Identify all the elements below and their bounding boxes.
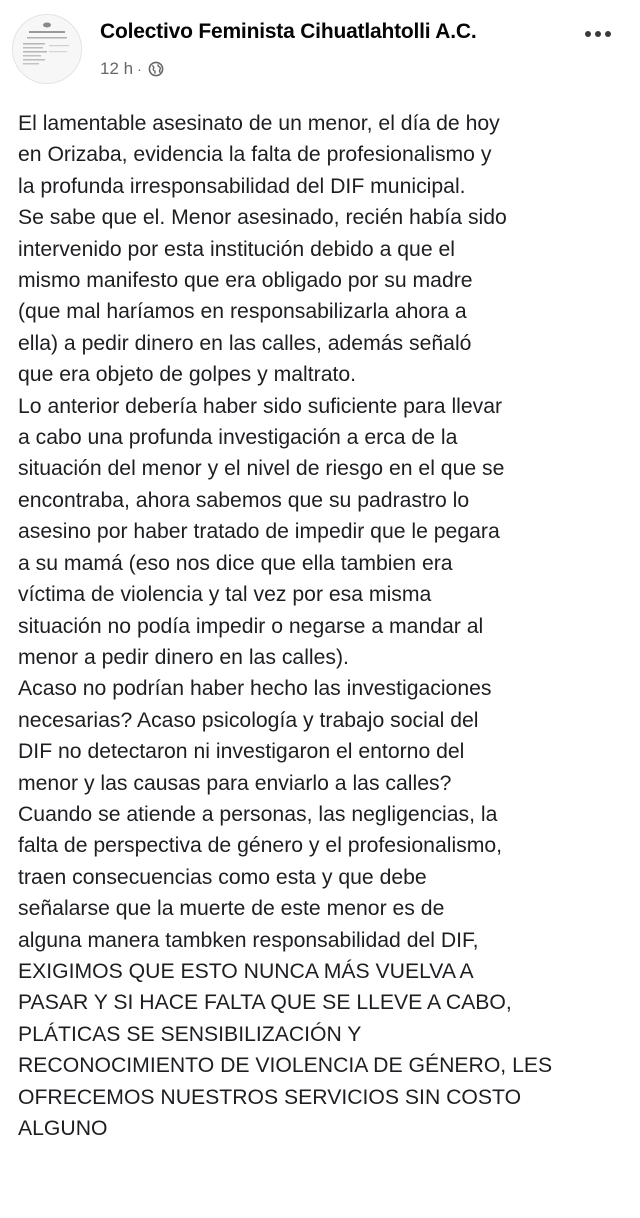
globe-icon[interactable] bbox=[148, 61, 164, 77]
post-line: la profunda irresponsabilidad del DIF municipal. bbox=[18, 174, 466, 198]
post-line: PASAR Y SI HACE FALTA QUE SE LLEVE A CABO, bbox=[18, 991, 512, 1015]
post-line: intervenido por esta institución debido a que el bbox=[18, 237, 455, 261]
post-line: OFRECEMOS NUESTROS SERVICIOS SIN COSTO bbox=[18, 1085, 522, 1109]
post-header bbox=[0, 0, 640, 96]
post-line: a cabo una profunda investigación a erca de la bbox=[18, 426, 458, 450]
post-line: encontraba, ahora sabemos que su padrastro lo bbox=[18, 488, 470, 512]
post-line: que era objeto de golpes y maltrato. bbox=[18, 363, 357, 387]
post-line: El lamentable asesinato de un menor, el día de hoy bbox=[18, 112, 500, 135]
post-line: Lo anterior debería haber sido suficiente para llevar bbox=[18, 394, 503, 418]
post-line: ella) a pedir dinero en las calles, además señaló bbox=[18, 331, 472, 355]
post-line: menor y las causas para enviarlo a las calles? bbox=[18, 771, 452, 795]
post-line: DIF no detectaron ni investigaron el entorno del bbox=[18, 740, 465, 764]
post-line: PLÁTICAS SE SENSIBILIZACIÓN Y bbox=[18, 1022, 362, 1046]
post-line: RECONOCIMIENTO DE VIOLENCIA DE GÉNERO, LES bbox=[18, 1054, 553, 1078]
post-line: EXIGIMOS QUE ESTO NUNCA MÁS VUELVA A bbox=[18, 959, 474, 983]
document-logo-icon bbox=[13, 15, 81, 83]
post-line: Se sabe que el. Menor asesinado, recién había sido bbox=[18, 206, 507, 230]
post-line: víctima de violencia y tal vez por esa misma bbox=[18, 583, 432, 607]
post-line: traen consecuencias como esta y que debe bbox=[18, 865, 427, 889]
post-line: en Orizaba, evidencia la falta de profesionalismo y bbox=[18, 143, 492, 167]
post-line: Acaso no podrían haber hecho las investigaciones bbox=[18, 677, 492, 701]
meta-separator: · bbox=[137, 61, 142, 77]
page-name-link[interactable]: Colectivo Feminista Cihuatlahtolli A.C. bbox=[100, 20, 477, 43]
post-line: situación no podía impedir o negarse a mandar al bbox=[18, 614, 484, 638]
more-options-icon[interactable] bbox=[572, 22, 624, 46]
post-line: alguna manera tambken responsabilidad del DIF, bbox=[18, 928, 479, 952]
post-meta bbox=[100, 58, 164, 80]
post-line: ALGUNO bbox=[18, 1117, 108, 1140]
post-line: mismo manifesto que era obligado por su madre bbox=[18, 269, 473, 293]
post-line: señalarse que la muerte de este menor es de bbox=[18, 897, 445, 921]
post-line: situación del menor y el nivel de riesgo en el que se bbox=[18, 457, 505, 481]
post-line: (que mal haríamos en responsabilizarla ahora a bbox=[18, 300, 467, 324]
post-body bbox=[18, 108, 632, 1144]
post-timestamp[interactable]: 12 h bbox=[100, 59, 134, 78]
post-line: a su mamá (eso nos dice que ella tambien era bbox=[18, 551, 453, 575]
post-line: necesarias? Acaso psicología y trabajo social del bbox=[18, 708, 479, 732]
post-line: falta de perspectiva de género y el profesionalismo, bbox=[18, 834, 503, 858]
post-line: Cuando se atiende a personas, las negligencias, la bbox=[18, 802, 498, 826]
post-line: menor a pedir dinero en las calles). bbox=[18, 645, 349, 669]
post-line: asesino por haber tratado de impedir que le pegara bbox=[18, 520, 500, 544]
page-avatar[interactable] bbox=[12, 14, 82, 84]
